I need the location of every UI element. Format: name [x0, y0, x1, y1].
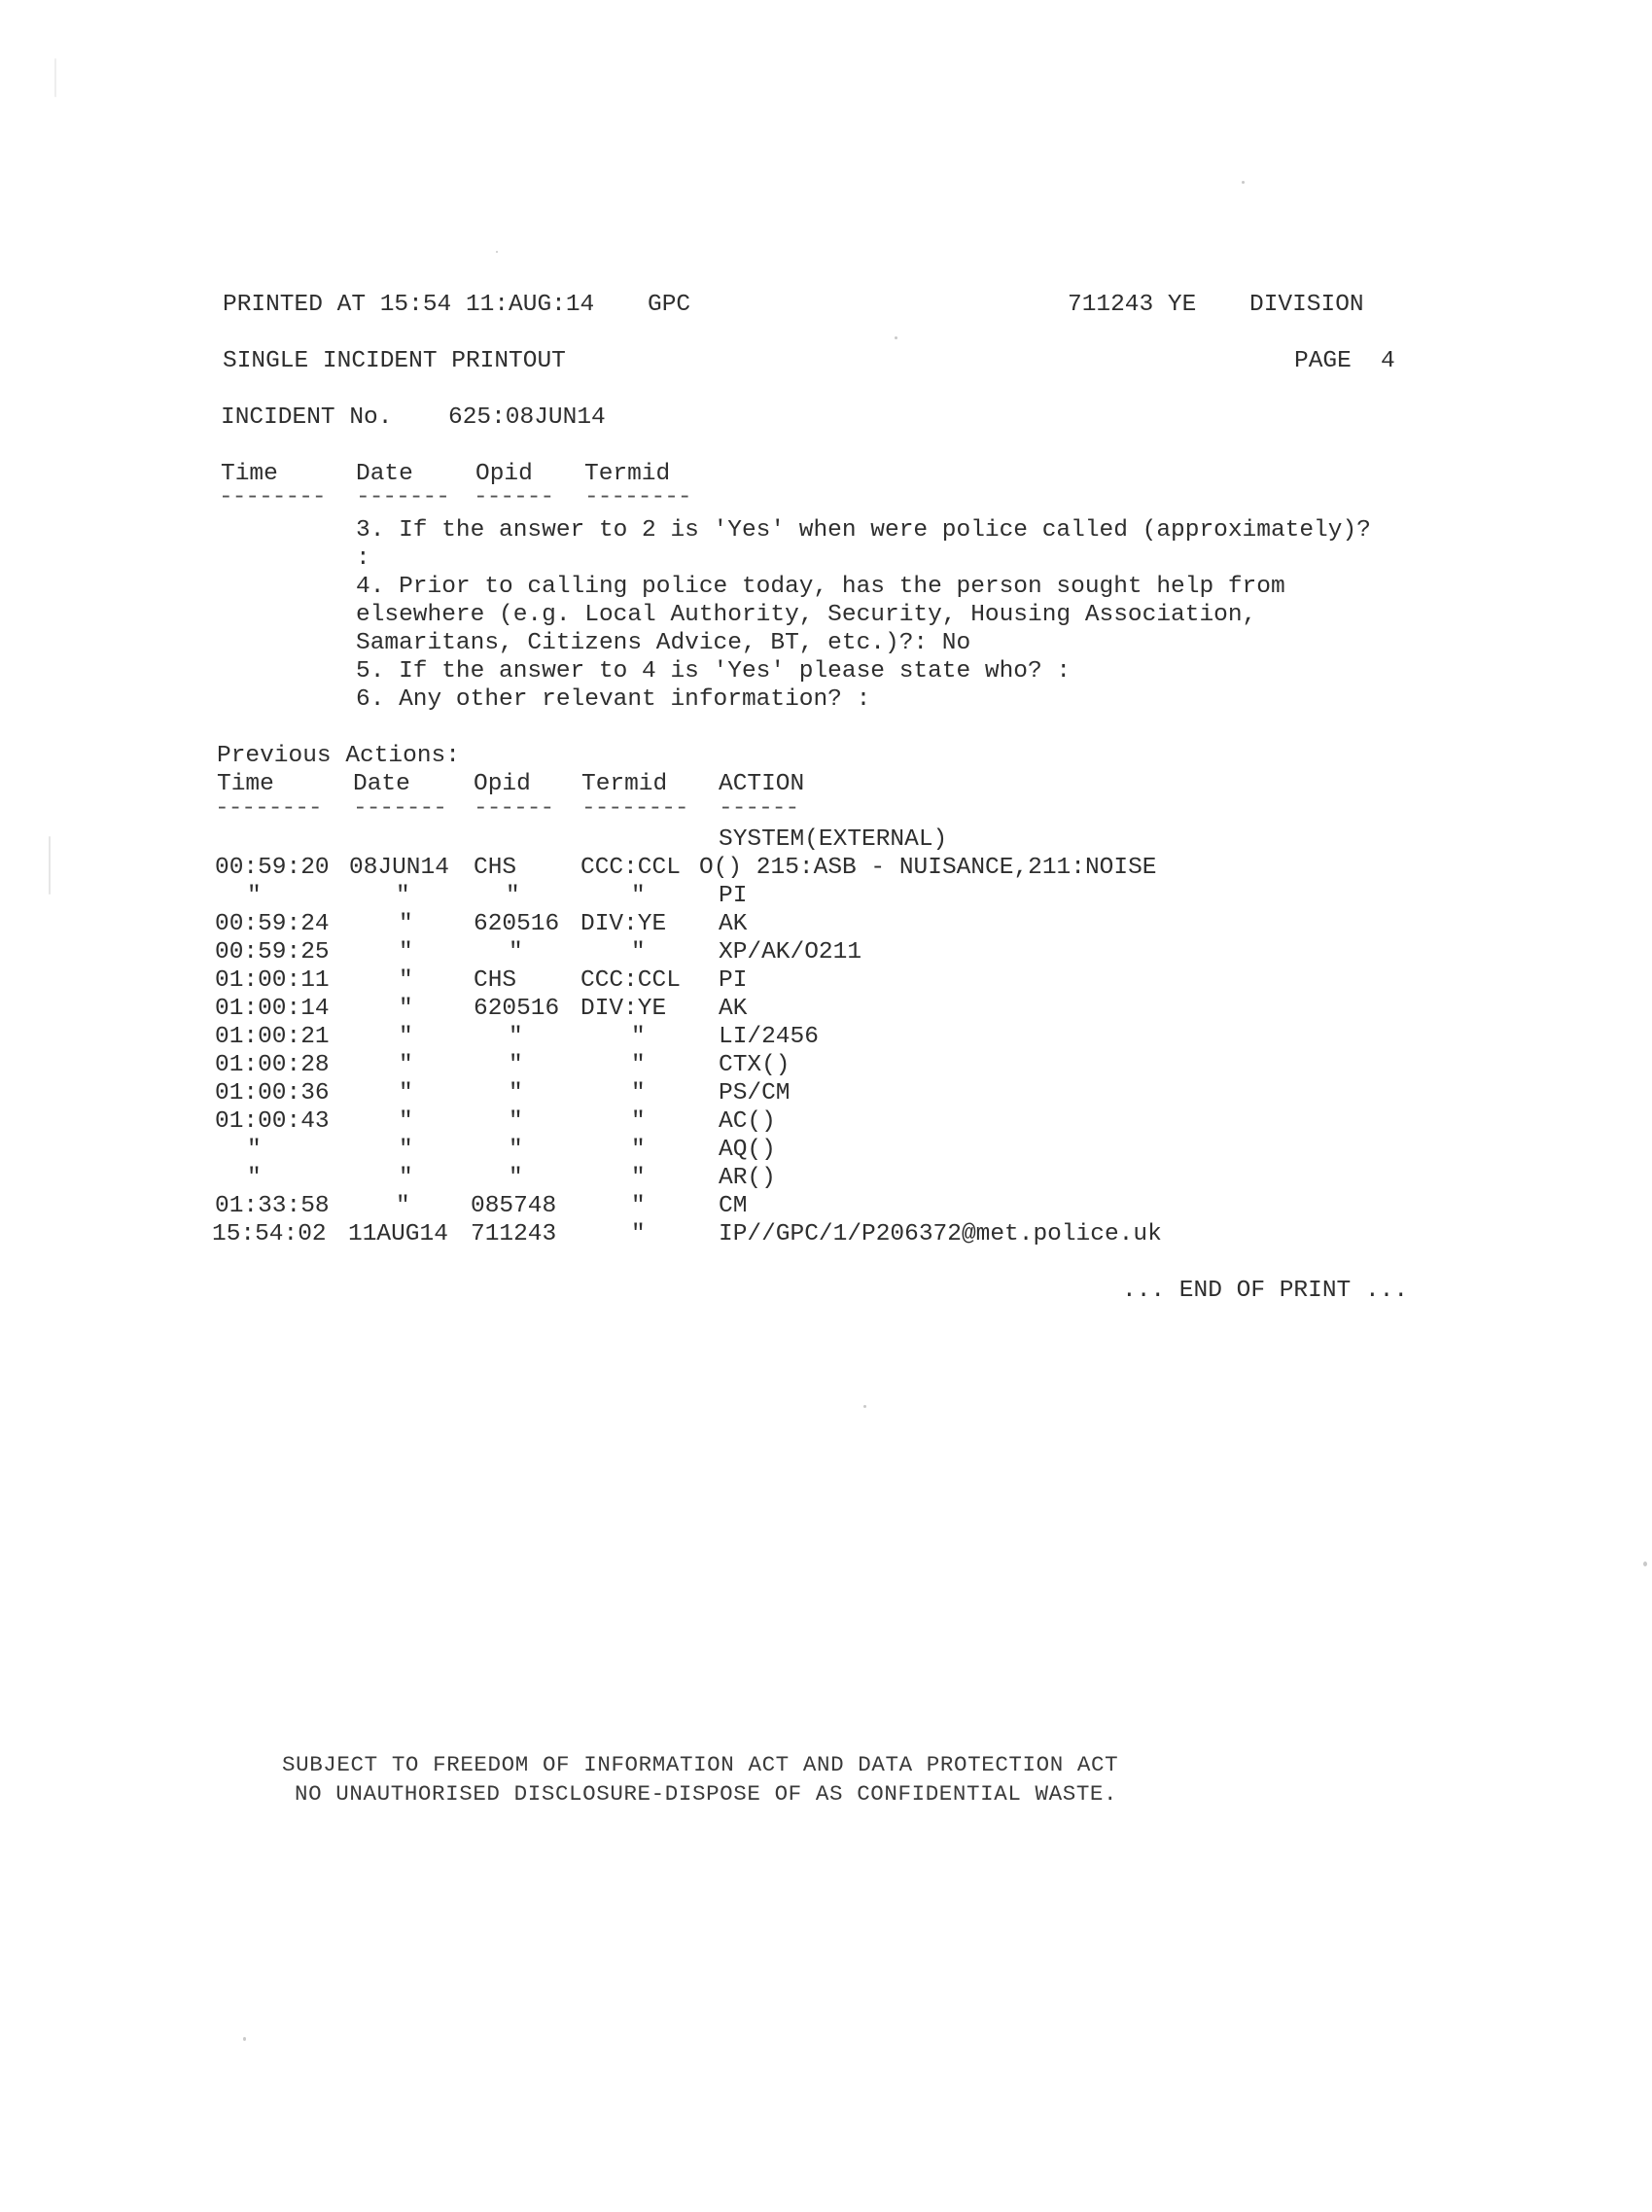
previous-actions-heading: Previous Actions: — [217, 743, 460, 769]
underline-date: ------- — [353, 795, 446, 822]
cell-time: 01:00:36 — [215, 1080, 330, 1106]
cell-termid: " — [631, 1165, 646, 1191]
division-label: DIVISION — [1249, 292, 1364, 318]
question-line: 3. If the answer to 2 is 'Yes' when were police called (approximately)? — [356, 517, 1371, 544]
cell-date: " — [396, 883, 410, 909]
cell-action: PI — [719, 883, 748, 909]
col-header-action: ACTION — [719, 771, 805, 797]
scan-speck — [243, 2037, 246, 2041]
cell-termid: " — [631, 1052, 646, 1078]
page-number: 4 — [1381, 348, 1395, 374]
document-title: SINGLE INCIDENT PRINTOUT — [223, 348, 566, 374]
cell-opid: 620516 — [474, 996, 560, 1022]
col-header-termid: Termid — [584, 461, 671, 487]
cell-time: 15:54:02 — [212, 1221, 327, 1247]
question-line: : — [356, 545, 370, 572]
cell-opid: " — [509, 1137, 523, 1163]
cell-opid: 620516 — [474, 911, 560, 937]
table-row — [0, 1139, 1652, 1168]
cell-opid: " — [509, 1052, 523, 1078]
cell-termid: " — [631, 1137, 646, 1163]
cell-time: 01:00:43 — [215, 1108, 330, 1135]
cell-action: CM — [719, 1193, 748, 1219]
cell-time: " — [247, 883, 262, 909]
cell-time: 00:59:24 — [215, 911, 330, 937]
scan-speck — [1242, 181, 1245, 184]
scan-edge-mark — [54, 58, 56, 97]
cell-opid: " — [509, 1108, 523, 1135]
table-row — [0, 1054, 1652, 1083]
question-line: 5. If the answer to 4 is 'Yes' please state who? : — [356, 658, 1072, 685]
cell-opid: " — [509, 1165, 523, 1191]
cell-date: " — [396, 1193, 410, 1219]
cell-action: CTX() — [719, 1052, 791, 1078]
cell-action: IP//GPC/1/P206372@met.police.uk — [719, 1221, 1162, 1247]
cell-time: 01:00:21 — [215, 1024, 330, 1050]
cell-date: 11AUG14 — [348, 1221, 448, 1247]
cell-action: O() 215:ASB - NUISANCE,211:NOISE — [699, 855, 1157, 881]
cell-termid: " — [631, 1024, 646, 1050]
cell-termid: DIV:YE — [580, 911, 667, 937]
table-row — [0, 857, 1652, 886]
table-row — [0, 1026, 1652, 1055]
confidentiality-notice-line2: NO UNAUTHORISED DISCLOSURE-DISPOSE OF AS CONFIDENTIAL WASTE. — [295, 1781, 1118, 1807]
cell-action: AC() — [719, 1108, 776, 1135]
cell-date: " — [399, 996, 413, 1022]
col-header-time: Time — [221, 461, 278, 487]
underline-action: ------ — [719, 795, 799, 822]
cell-time: " — [247, 1137, 262, 1163]
cell-opid: 711243 — [471, 1221, 557, 1247]
scan-speck — [863, 1405, 866, 1408]
cell-termid: CCC:CCL — [580, 855, 681, 881]
table-row — [0, 913, 1652, 942]
cell-date: " — [399, 967, 413, 994]
table-row — [0, 1082, 1652, 1111]
cell-action: AK — [719, 911, 748, 937]
table-row — [0, 1110, 1652, 1140]
scan-speck — [496, 251, 498, 253]
underline-date: ------- — [356, 484, 449, 510]
cell-time: 00:59:25 — [215, 939, 330, 966]
cell-opid: CHS — [474, 855, 517, 881]
cell-action: PS/CM — [719, 1080, 791, 1106]
cell-date: " — [399, 1052, 413, 1078]
question-line: 6. Any other relevant information? : — [356, 686, 871, 713]
col-header-time: Time — [217, 771, 274, 797]
scan-edge-mark — [49, 836, 51, 895]
page-label: PAGE — [1294, 348, 1352, 374]
cell-action: AQ() — [719, 1137, 776, 1163]
underline-opid: ------ — [474, 484, 554, 510]
table-row — [0, 941, 1652, 970]
cell-time: 01:00:11 — [215, 967, 330, 994]
underline-termid: -------- — [581, 795, 688, 822]
cell-termid: " — [631, 1080, 646, 1106]
confidentiality-notice-line1: SUBJECT TO FREEDOM OF INFORMATION ACT AND DATA PROTECTION ACT — [282, 1752, 1119, 1777]
incident-label: INCIDENT No. — [221, 404, 393, 431]
printer-code: GPC — [648, 292, 691, 318]
cell-date: " — [399, 911, 413, 937]
cell-termid: " — [631, 939, 646, 966]
cell-action: LI/2456 — [719, 1024, 819, 1050]
system-external-label: SYSTEM(EXTERNAL) — [719, 826, 948, 853]
cell-opid: " — [509, 1080, 523, 1106]
cell-termid: " — [631, 1193, 646, 1219]
question-line: 4. Prior to calling police today, has the person sought help from — [356, 574, 1285, 600]
cell-action: XP/AK/O211 — [719, 939, 862, 966]
cell-termid: " — [631, 883, 646, 909]
cell-date: " — [399, 939, 413, 966]
question-line: Samaritans, Citizens Advice, BT, etc.)?: No — [356, 630, 971, 656]
table-row — [0, 969, 1652, 999]
cell-opid: " — [509, 939, 523, 966]
col-header-opid: Opid — [475, 461, 533, 487]
cell-action: AK — [719, 996, 748, 1022]
incident-number: 625:08JUN14 — [448, 404, 606, 431]
cell-opid: CHS — [474, 967, 517, 994]
cell-date: 08JUN14 — [349, 855, 449, 881]
col-header-termid: Termid — [581, 771, 668, 797]
cell-opid: " — [506, 883, 520, 909]
scan-speck — [895, 336, 897, 339]
cell-opid: 085748 — [471, 1193, 557, 1219]
cell-time: 00:59:20 — [215, 855, 330, 881]
col-header-date: Date — [356, 461, 413, 487]
question-line: elsewhere (e.g. Local Authority, Security, Housing Association, — [356, 602, 1257, 628]
cell-time: 01:00:14 — [215, 996, 330, 1022]
division-code: 711243 YE — [1068, 292, 1197, 318]
cell-termid: " — [631, 1108, 646, 1135]
cell-date: " — [399, 1137, 413, 1163]
end-of-print: ... END OF PRINT ... — [1122, 1278, 1409, 1304]
cell-date: " — [399, 1024, 413, 1050]
underline-time: -------- — [219, 484, 326, 510]
cell-opid: " — [509, 1024, 523, 1050]
cell-time: 01:33:58 — [215, 1193, 330, 1219]
underline-termid: -------- — [584, 484, 691, 510]
table-row — [0, 1223, 1652, 1252]
col-header-opid: Opid — [474, 771, 531, 797]
col-header-date: Date — [353, 771, 410, 797]
cell-date: " — [399, 1080, 413, 1106]
cell-time: 01:00:28 — [215, 1052, 330, 1078]
cell-termid: CCC:CCL — [580, 967, 681, 994]
table-row — [0, 998, 1652, 1027]
printed-at: PRINTED AT 15:54 11:AUG:14 — [223, 292, 595, 318]
cell-time: " — [247, 1165, 262, 1191]
cell-action: AR() — [719, 1165, 776, 1191]
table-row — [0, 1195, 1652, 1224]
table-row — [0, 885, 1652, 914]
underline-time: -------- — [215, 795, 322, 822]
table-row — [0, 1167, 1652, 1196]
cell-date: " — [399, 1165, 413, 1191]
cell-action: PI — [719, 967, 748, 994]
cell-termid: " — [631, 1221, 646, 1247]
cell-date: " — [399, 1108, 413, 1135]
underline-opid: ------ — [474, 795, 554, 822]
cell-termid: DIV:YE — [580, 996, 667, 1022]
scan-speck — [1643, 1562, 1647, 1566]
